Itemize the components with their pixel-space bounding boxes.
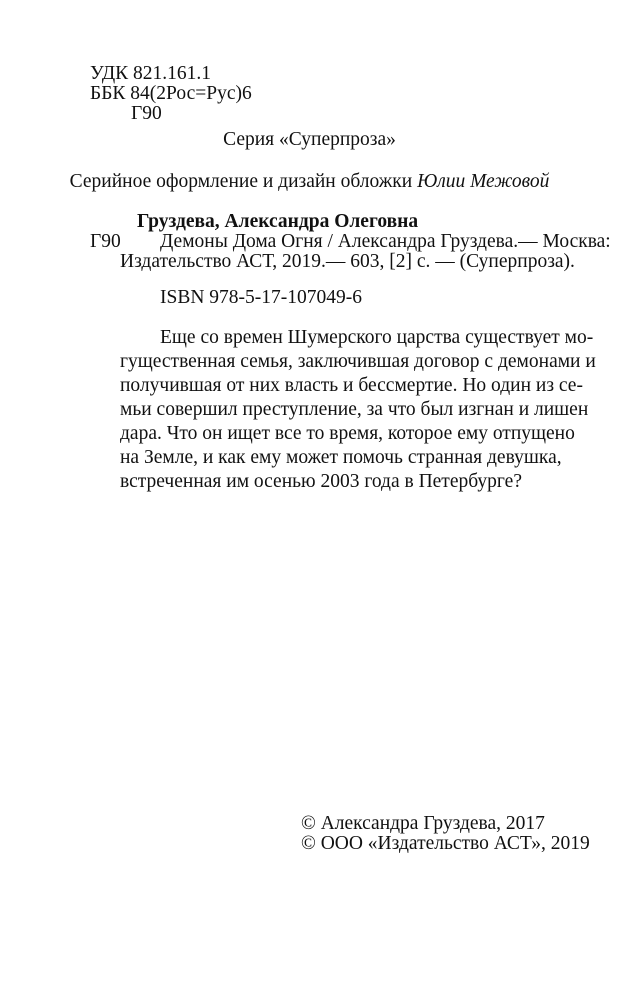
annotation-line: Еще со времен Шумерского царства существует мо- (160, 327, 594, 348)
annotation-line: на Земле, и как ему может помочь странная девушка, (120, 447, 562, 468)
bibliography-author: Груздева, Александра Олеговна (137, 211, 419, 232)
bibliography-description-line2: Издательство АСТ, 2019.— 603, [2] с. — (Суперпроза). (120, 251, 575, 272)
copyright-publisher: © ООО «Издательство АСТ», 2019 (301, 833, 590, 854)
annotation-line: получившая от них власть и бессмертие. Но один из се- (120, 375, 583, 396)
design-credit (0, 170, 619, 194)
annotation-line: мьи совершил преступление, за что был изгнан и лишен (120, 399, 589, 420)
copyright-author: © Александра Груздева, 2017 (301, 813, 545, 834)
series-line: Серия «Суперпроза» (223, 129, 396, 150)
annotation-line: дара. Что он ищет все то время, которое ему отпущено (120, 423, 575, 444)
bbk-code: ББК 84(2Рос=Рус)6 (90, 83, 252, 104)
designer-name: Юлии Межовой (417, 171, 550, 192)
author-mark-top: Г90 (131, 103, 162, 124)
bibliography-description-line1: Демоны Дома Огня / Александра Груздева.— Москва: (160, 231, 611, 252)
isbn: ISBN 978-5-17-107049-6 (160, 287, 363, 308)
annotation-line: встреченная им осенью 2003 года в Петербурге? (120, 471, 522, 492)
annotation-line: гущественная семья, заключившая договор с демонами и (120, 351, 596, 372)
author-mark-bibliography: Г90 (90, 231, 121, 252)
design-credit-prefix: Серийное оформление и дизайн обложки (69, 171, 418, 192)
udk-code: УДК 821.161.1 (90, 63, 212, 84)
